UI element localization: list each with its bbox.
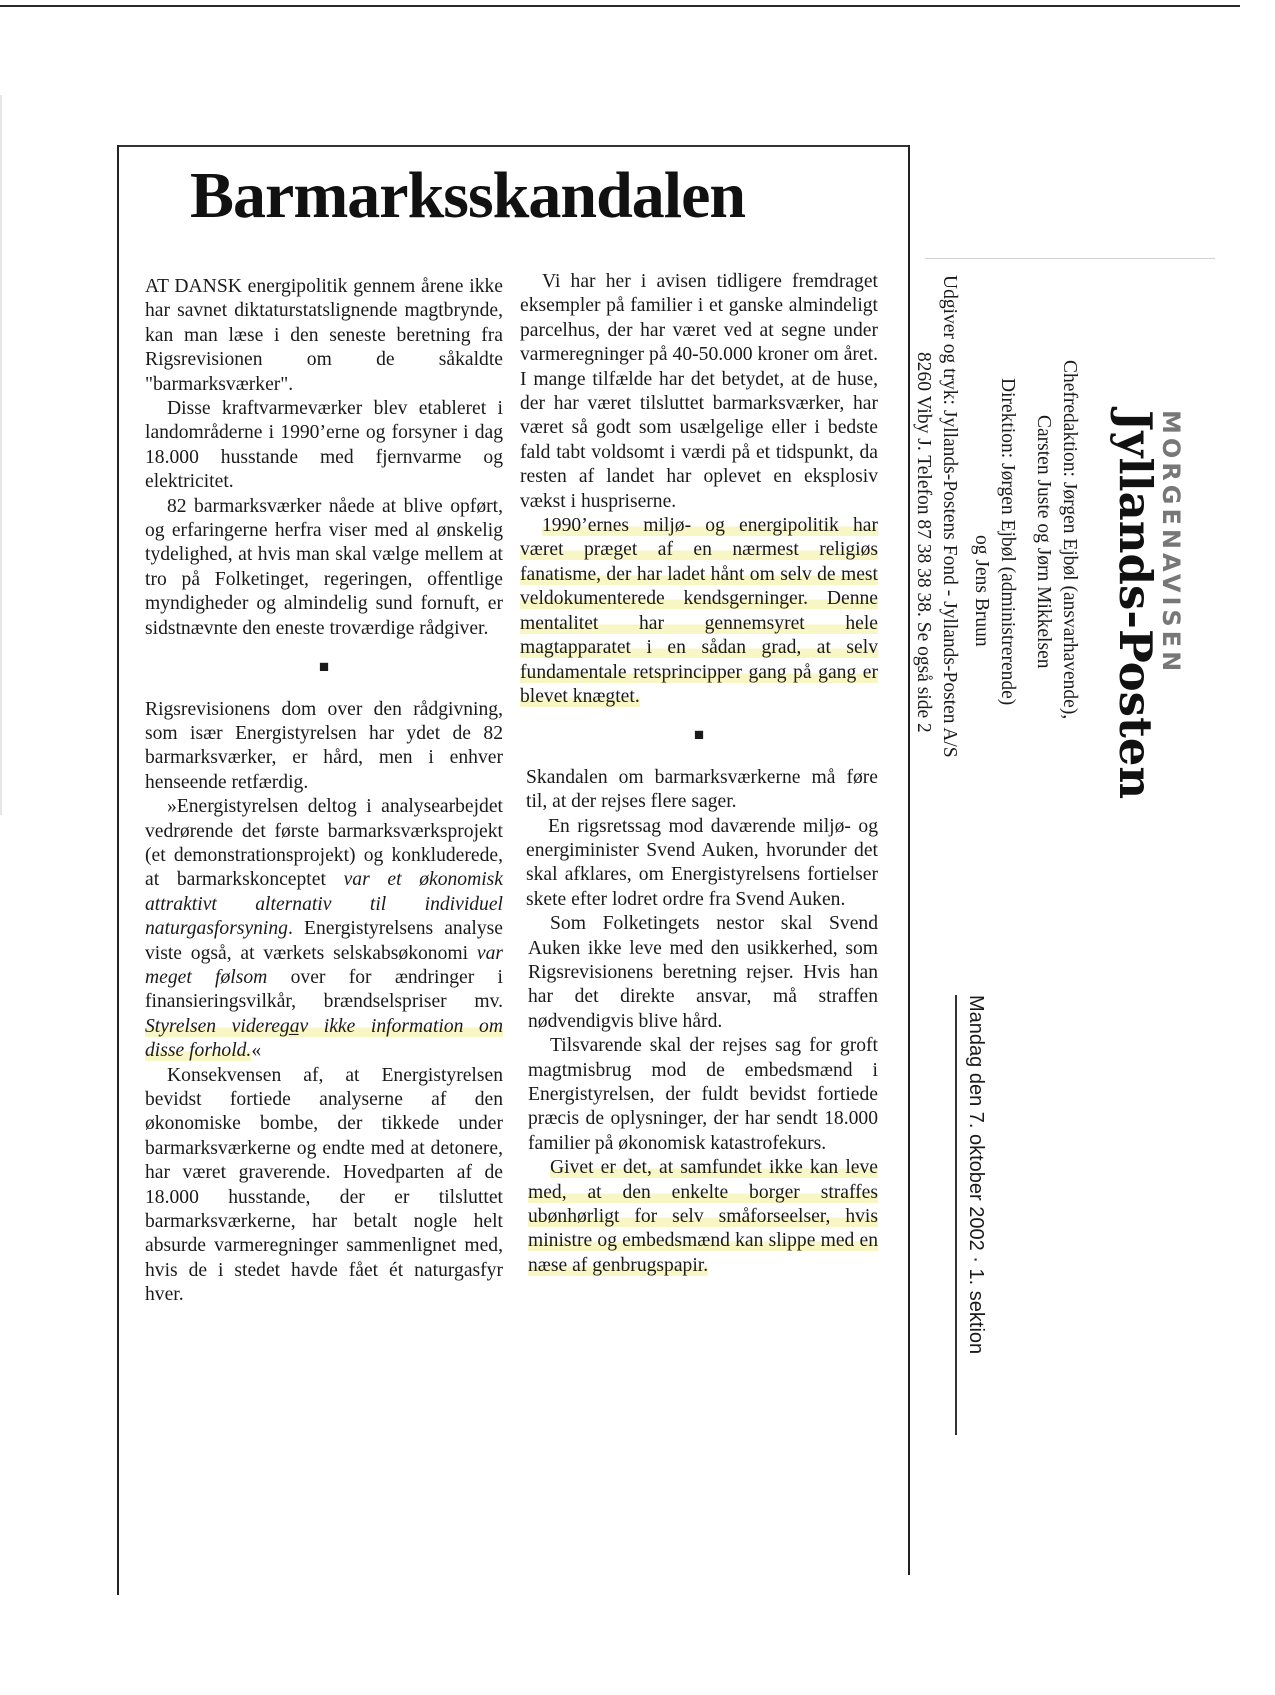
masthead-line: Udgiver og tryk: Jyllands-Postens Fond - Jyllands-Posten A/S bbox=[939, 275, 960, 758]
article-column-1 bbox=[145, 275, 503, 1308]
paragraph-highlighted bbox=[520, 514, 878, 709]
masthead-line: og Jens Bruun bbox=[971, 535, 992, 647]
paragraph: 82 barmarksværker nåede at blive opført, og erfaringerne herfra viser med al ønskelig tydelighed, at hvis man skal vælge mellem at tro på Folketinget, regeringen, offentlige myndigheder og almindelig sund fornuft, er sidstnævnte den eneste troværdige rådgiver. bbox=[145, 495, 503, 639]
quote-text: over for ændringer i finansieringsvilkår, brændselspriser mv. bbox=[145, 966, 503, 1013]
dateline-rule bbox=[955, 995, 957, 1435]
dateline: Mandag den 7. oktober 2002 · 1. sektion bbox=[965, 995, 987, 1355]
paragraph: Vi har her i avisen tidligere fremdraget eksempler på familier i et ganske almindeligt parcelhus, der har været ved at segne under varmeregninger på 40-50.000 kroner om året. I mange tilfælde har det betydet, at de huse, der har været tilsluttet barmarksværker, har været så godt som usælgelige eller i bedste fald tabt voldsomt i værdi på et tidspunkt, da resten af landet har oplevet en eksplosiv vækst i huspriserne. bbox=[520, 271, 878, 512]
headline: Barmarksskandalen bbox=[190, 159, 746, 232]
scan-left-edge bbox=[0, 95, 2, 815]
quote-emphasis-highlighted: Styrelsen viderega̲v ikke information om disse forhold. bbox=[145, 1015, 503, 1062]
clipping-left-border bbox=[117, 145, 119, 1595]
paragraph: Tilsvarende skal der rejses sag for groft magtmisbrug mod de embedsmænd i Energistyrelsen, der fuldt bevidst fortiede præcis de oplysninger, der har sendt 18.000 familier på økonomisk katastrofekurs. bbox=[528, 1035, 878, 1154]
paragraph: Skandalen om barmarksværkerne må føre til, at der rejses flere sager. bbox=[526, 766, 878, 813]
paragraph: Rigsrevisionens dom over den rådgivning, som især Energistyrelsen har ydet de 82 barmarksværker, er hård, men i enhver henseende retfærdig. bbox=[145, 698, 503, 793]
quote-emphasis: var et økonomisk attraktivt alternativ til individuel naturgasforsyning bbox=[145, 869, 503, 940]
masthead-line: Direktion: Jørgen Ejbøl (administrerende) bbox=[997, 378, 1018, 706]
paragraph: Disse kraftvarmeværker blev etableret i landområderne i 1990’erne og forsyner i dag 18.000 husstande med fjernvarme og elektricitet. bbox=[145, 398, 503, 493]
clipping-top-border bbox=[118, 145, 910, 147]
masthead-brand: Jyllands-Posten bbox=[1109, 410, 1162, 800]
masthead-partial-heading: MORGENAVISEN bbox=[1157, 410, 1185, 676]
article-column-2 bbox=[520, 270, 878, 1278]
scan-top-edge bbox=[0, 5, 1240, 7]
clipping-right-border bbox=[908, 145, 910, 1575]
paragraph: AT DANSK energipolitik gennem årene ikke har savnet diktaturstatslignende magtbrynde, kan man læse i den seneste beretning fra Rigsrevisionen om de såkaldte "barmarksværker". bbox=[145, 276, 503, 395]
paragraph: Som Folketingets nestor skal Svend Auken ikke leve med den usikkerhed, som Rigsrevisionens beretning rejser. Hvis han har det direkte ansvar, må straffen nødvendigvis blive hård. bbox=[528, 913, 878, 1032]
quote-emphasis: var meget følsom bbox=[145, 942, 503, 988]
highlighted-text: Givet er det, at samfundet ikke kan leve med, at den enkelte borger straffes ubønhørligt for selv småforseelser, hvis ministre og embedsmænd kan slippe med en næse af genbrugspapir. bbox=[528, 1157, 878, 1276]
quote-paragraph bbox=[145, 795, 503, 1063]
paragraph: En rigsretssag mod daværende miljø- og energiminister Svend Auken, hvorunder det skal afklares, om Energistyrelsens fortielser skete efter lodret ordre fra Svend Auken. bbox=[526, 815, 878, 910]
paragraph: Konsekvensen af, at Energistyrelsen bevidst fortiede analyserne af den økonomiske bombe, der tikkede under barmarksværkerne og endte med at detonere, har været graverende. Hovedparten af de 18.000 husstande, der er tilsluttet barmarksværkerne, har betalt nogle helt absurde varmeregninger sammenlignet med, hvis de i stedet havde fået ét naturgasfyr hver. bbox=[145, 1064, 503, 1306]
section bbox=[520, 912, 878, 1278]
quote-text: . Energistyrelsens analyse viste også, at værkets selskabsøkonomi bbox=[145, 918, 503, 964]
quote-text: »Energistyrelsen deltog i analysearbejdet vedrørende det første barmarksværksprojekt (et demonstrationsprojekt) og konkluderede, at barmarkskonceptet bbox=[145, 796, 503, 891]
highlighted-text: 1990’ernes miljø- og energipolitik har været præget af en nærmest religiøs fanatisme, der har ladet hånt om selv de mest veldokumenterede kendsgerninger. Denne mentalitet har gennemsyret hele magtapparatet i en sådan grad, at selv fundamentale retsprincipper gang på gang er blevet knægtet. bbox=[520, 515, 878, 707]
quote-text: « bbox=[251, 1040, 262, 1062]
paragraph-highlighted bbox=[528, 1156, 878, 1278]
masthead-line: 8260 Viby J. Telefon 87 38 38 38. Se også side 2 bbox=[913, 352, 934, 733]
section-separator: ■ bbox=[318, 657, 330, 677]
section bbox=[520, 766, 878, 912]
masthead-line: Carsten Juste og Jørn Mikkelsen bbox=[1033, 415, 1054, 669]
masthead-line: Chefredaktion: Jørgen Ejbøl (ansvarhavende), bbox=[1059, 360, 1080, 720]
section-separator: ■ bbox=[693, 725, 705, 745]
masthead-rule bbox=[925, 258, 1215, 259]
